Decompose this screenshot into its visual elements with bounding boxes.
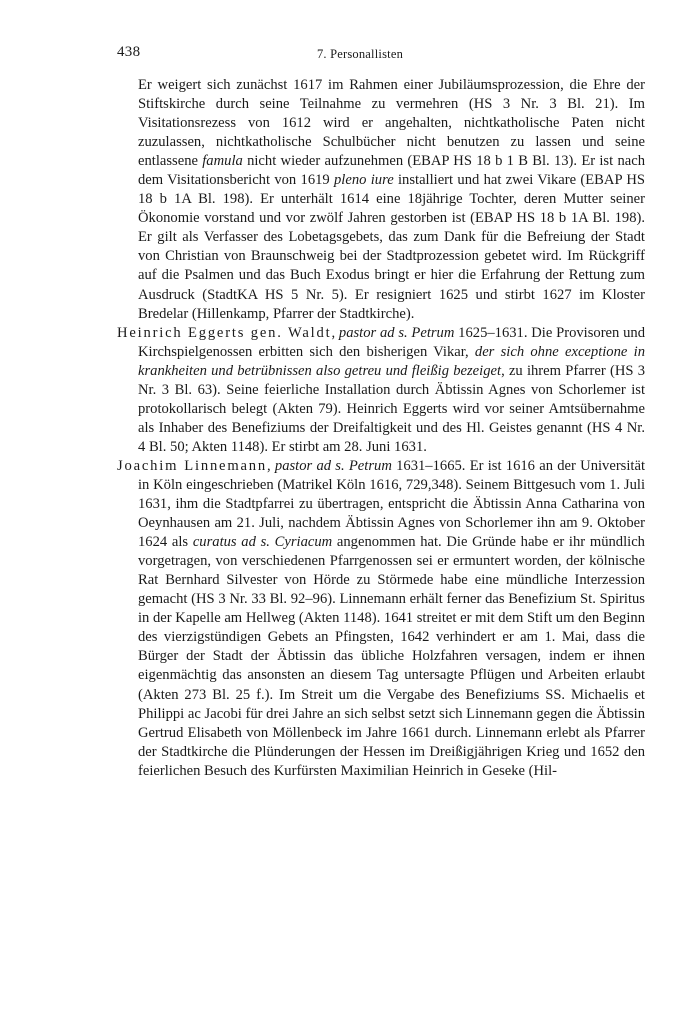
text-segment: 1625–1631. Die Provisoren und Kirchspielgenossen erbitten sich den bisherigen Vikar, <box>138 324 645 360</box>
text-segment: 1631–1665. Er ist 1616 an der Universität in Köln eingeschrieben (Matrikel Köln 1616, 729,348). Seinem Bittgesuch vom 1. Juli 1631, ihm die Stadtpfarrei zu übertragen, entspricht die Äbtissin Anna Catharina von Oeynhausen am 21. Juli, nachdem Äbtissin Agnes von Schorlemer ihn am 9. Oktober 1624 als <box>138 457 645 551</box>
text-segment: , zu ihrem Pfarrer (HS 3 Nr. 3 Bl. 63). Seine feierliche Installation durch Äbtissin Agnes von Schorlemer ist protokollarisch belegt (Akten 79). Heinrich Eggerts wird vor seiner Amtsübernahme als Inhaber des Benefiziums der Dreifaltigkeit und des Hl. Geistes genannt (HS 4 Nr. 4 Bl. 50; Akten 1148). Er stirbt am 28. Juni 1631. <box>138 362 646 455</box>
text-segment: nicht wieder aufzunehmen (EBAP HS 18 b 1 B Bl. 13). Er ist nach dem Visitationsbericht von 1619 <box>138 153 645 189</box>
person-name: Heinrich Eggerts gen. Waldt <box>117 324 332 341</box>
running-title: 7. Personallisten <box>316 47 404 61</box>
italic-term: der sich ohne exceptione in krankheiten und betrübnissen also getreu und fleißig bezeiget <box>138 343 645 379</box>
text-segment: Er weigert sich zunächst 1617 im Rahmen einer Jubiläumsprozession, die Ehre der Stiftskirche durch seine Teilnahme zu vermehren (HS 3 Nr. 3 Bl. 21). Im Visitationsrezess von 1612 wird er angehalten, nichtkatholische Paten nicht zuzulassen, nichtkatholische Schulbücher nicht benutzen zu lassen und seine entlassene <box>138 77 645 170</box>
text-segment: angenommen hat. Die Gründe habe er ihr mündlich vorgetragen, von verschiedenen Pfarrgenossen sei er ermuntert worden, der kölnische Rat Bernhard Silvester von Hörde zu Störmede habe eine mündliche Interzession gemacht (HS 3 Nr. 33 Bl. 92–96). Linnemann erhält ferner das Benefizium St. Spiritus in der Kapelle am Hellweg (Akten 1148). 1641 streitet er mit dem Stift um den Beginn des vierzigstündigen Gebets an Pfingsten, 1642 verhindert er am 1. Mai, dass die Bürger der Stadt der Äbtissin das übliche Holzfahren versagen, indem er ihnen eigenmächtig das ansonsten an diesem Tag untersagte Pflügen und Arbeiten erlaubt (Akten 273 Bl. 25 f.). Im Streit um die Vergabe des Benefiziums SS. Michaelis et Philippi ac Jacobi für drei Jahre an sich selbst setzt sich Linnemann gegen die Äbtissin Gertrud Elisabeth von Möllenbeck im Jahre 1661 durch. Linnemann erlebt als Pfarrer der Stadtkirche die Plünderungen der Hessen im Dreißigjährigen Krieg und 1652 den feierlichen Besuch des Kurfürsten Maximilian Heinrich in Geseke (Hil- <box>138 534 645 779</box>
main-text <box>117 76 645 781</box>
italic-term: pastor ad s. Petrum <box>274 457 392 474</box>
italic-term: pastor ad s. Petrum <box>338 324 455 341</box>
italic-term: pleno iure <box>334 172 394 189</box>
entry-heinrich-eggerts <box>117 324 645 457</box>
page-number: 438 <box>117 44 141 60</box>
text-segment: , <box>331 324 339 341</box>
person-name: Joachim Linnemann <box>117 457 267 474</box>
text-segment: installiert und hat zwei Vikare (EBAP HS 18 b 1A Bl. 198). Er unterhält 1614 eine 18jährige Tochter, deren Mutter seiner Ökonomie vorstand und vor zwölf Jahren gestorben ist (EBAP HS 18 b 1A Bl. 198). Er gilt als Verfasser des Lobetagsgebets, das zum Dank für die Befreiung der Stadt von Christian von Braunschweig bei der Stadtprozession gebetet wird. Im Rückgriff auf die Psalmen und das Buch Exodus bringt er hier die Erfahrung der Rettung zum Ausdruck (StadtKA HS 5 Nr. 5). Er resigniert 1625 und stirbt 1627 im Kloster Bredelar (Hillenkamp, Pfarrer der Stadtkirche). <box>138 172 645 322</box>
italic-term: famula <box>202 153 243 170</box>
entry-joachim-linnemann <box>117 457 645 781</box>
italic-term: curatus ad s. Cyriacum <box>192 534 333 551</box>
text-segment: , <box>266 457 275 474</box>
entry-continuation <box>117 76 645 324</box>
